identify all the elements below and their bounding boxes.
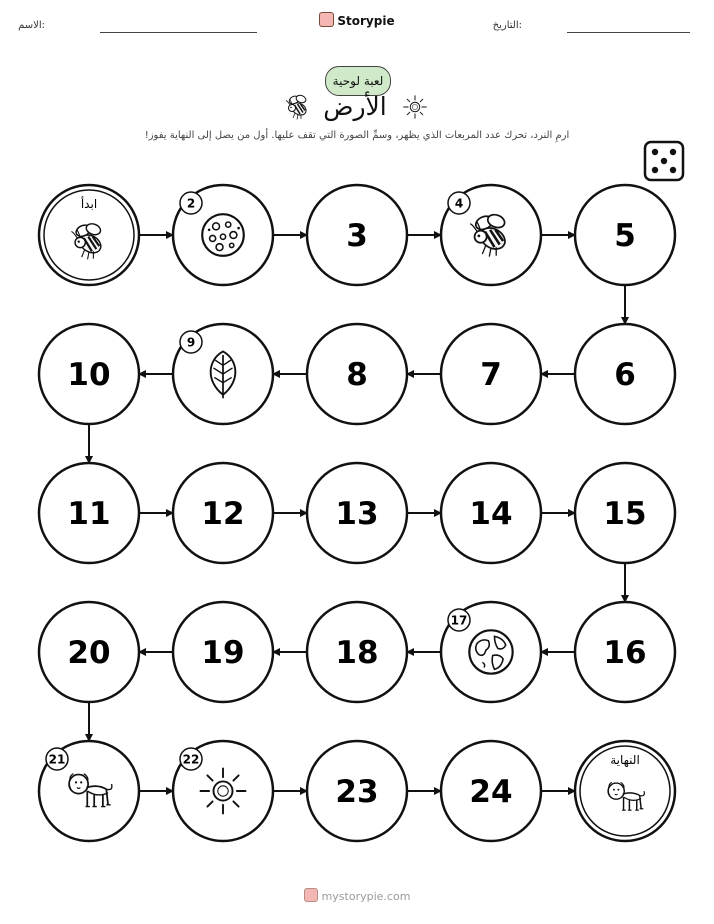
moon-icon xyxy=(202,214,244,256)
cell-badge-number: 2 xyxy=(186,196,196,211)
board-cell-7 xyxy=(441,324,541,424)
cell-number: 10 xyxy=(67,357,111,393)
cell-number: 8 xyxy=(346,357,368,393)
board-cell-16 xyxy=(575,602,675,702)
board-cell-13 xyxy=(307,463,407,563)
board-cell-20 xyxy=(39,602,139,702)
cell-number: 13 xyxy=(335,496,379,532)
storypie-logo-icon xyxy=(304,888,318,902)
cell-badge-number: 17 xyxy=(450,613,468,628)
board-cell-15 xyxy=(575,463,675,563)
date-label: التاريخ: xyxy=(492,20,522,31)
cell-number: 12 xyxy=(201,496,245,532)
cell-badge-number: 21 xyxy=(48,752,66,767)
board-cell-23 xyxy=(307,741,407,841)
board-cell-1 xyxy=(39,185,139,285)
earth-icon xyxy=(469,630,512,673)
board-cell-18 xyxy=(307,602,407,702)
cell-badge-number: 9 xyxy=(186,335,196,350)
board-cell-21 xyxy=(39,741,139,841)
finish-label: النهاية xyxy=(610,753,640,767)
sun-icon xyxy=(404,96,427,119)
game-type-tag: لعبة لوحية xyxy=(325,66,391,96)
cell-number: 20 xyxy=(67,635,111,671)
footer-site: mystorypie.com xyxy=(321,890,411,903)
brand-name: Storypie xyxy=(337,14,395,28)
cell-number: 23 xyxy=(335,774,379,810)
cell-badge-number: 4 xyxy=(454,196,464,211)
board-cell-14 xyxy=(441,463,541,563)
cell-number: 3 xyxy=(346,218,368,254)
board-cells xyxy=(39,185,675,841)
name-label: الاسم: xyxy=(18,20,45,31)
cell-number: 18 xyxy=(335,635,379,671)
board-cell-19 xyxy=(173,602,273,702)
cell-number: 19 xyxy=(201,635,245,671)
bee-icon xyxy=(286,94,308,119)
dice-icon xyxy=(645,142,683,180)
start-label: ابدأ xyxy=(80,197,98,211)
instructions: ارمِ النرد، تحرك عدد المربعات الذي يظهر، وسمِّ الصورة التي تقف عليها. أول من يصل إلى النهاية يفوز! xyxy=(144,130,570,141)
cell-number: 24 xyxy=(469,774,513,810)
board-cell-9 xyxy=(173,324,273,424)
board-cell-11 xyxy=(39,463,139,563)
board-cell-3 xyxy=(307,185,407,285)
cell-number: 5 xyxy=(614,218,636,254)
cell-number: 16 xyxy=(603,635,647,671)
cell-badge-number: 22 xyxy=(182,752,200,767)
board-cell-25 xyxy=(575,741,675,841)
cell-number: 7 xyxy=(480,357,502,393)
board-cell-6 xyxy=(575,324,675,424)
board-cell-4 xyxy=(441,185,541,285)
board-cell-24 xyxy=(441,741,541,841)
board-cell-10 xyxy=(39,324,139,424)
board-cell-17 xyxy=(441,602,541,702)
board-cell-22 xyxy=(173,741,273,841)
sun-icon xyxy=(200,768,245,813)
cell-number: 14 xyxy=(469,496,513,532)
cell-number: 11 xyxy=(67,496,111,532)
board-cell-5 xyxy=(575,185,675,285)
board-cell-2 xyxy=(173,185,273,285)
cell-number: 6 xyxy=(614,357,636,393)
page-title: الأرض xyxy=(323,92,387,121)
footer xyxy=(0,888,714,903)
cell-number: 15 xyxy=(603,496,647,532)
board-cell-12 xyxy=(173,463,273,563)
board-cell-8 xyxy=(307,324,407,424)
